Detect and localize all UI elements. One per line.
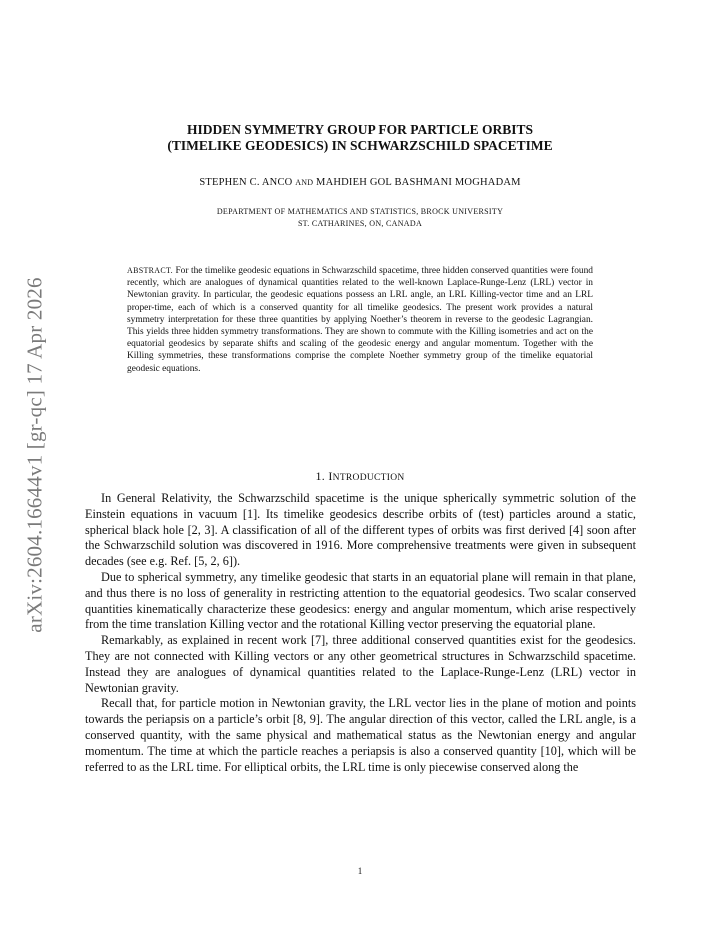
paper-title-line-1: HIDDEN SYMMETRY GROUP FOR PARTICLE ORBITS [187, 122, 533, 137]
author-list [100, 177, 620, 188]
affiliation-line-2: ST. CATHARINES, ON, CANADA [297, 219, 423, 228]
abstract [127, 265, 593, 375]
paragraph: Due to spherical symmetry, any timelike geodesic that starts in an equatorial plane will remain in that plane, and thus there is no loss of generality in restricting attention to the equatorial geodesics. Two scalar conserved quantities kinematically characterize these geodesics: energy and angular momentum, which arise respectively from the time translation Killing vector and the rotational Killing vector preserving the equatorial plane. [85, 569, 636, 632]
section-title-initial: I [328, 469, 333, 483]
paper-title-line-2: (TIMELIKE GEODESICS) IN SCHWARZSCHILD SPACETIME [167, 138, 553, 153]
section-title-rest: NTRODUCTION [332, 473, 405, 483]
affiliation [100, 206, 620, 230]
section-number: 1. [315, 469, 326, 483]
arxiv-identifier-text: arXiv:2604.16644v1 [gr-qc] 17 Apr 2026 [22, 277, 47, 633]
affiliation-line-1: DEPARTMENT OF MATHEMATICS AND STATISTICS, BROCK UNIVERSITY [216, 207, 504, 216]
body-text [85, 491, 636, 775]
paragraph: In General Relativity, the Schwarzschild spacetime is the unique spherically symmetric solution of the Einstein equations in vacuum [1]. Its timelike geodesics describe orbits of (test) particles around a static, spherical black hole [2, 3]. A classification of all of the different types of orbits was first derived [4] soon after the Schwarzschild solution was discovered in 1916. More comprehensive treatments were given in subsequent decades (see e.g. Ref. [5, 2, 6]). [85, 491, 636, 569]
section-title [328, 469, 404, 483]
author-conjunction: AND [295, 178, 314, 187]
paper-title [100, 122, 620, 154]
page-number: 1 [357, 866, 363, 876]
paragraph: Remarkably, as explained in recent work [7], three additional conserved quantities exist for the geodesics. They are not connected with Killing vectors or any other geometrical structures in Schwarzschild spacetime. Instead they are analogues of dynamical quantities related to the Laplace-Runge-Lenz (LRL) vector in Newtonian gravity. [85, 633, 636, 695]
section-heading [100, 469, 620, 484]
arxiv-identifier [22, 270, 48, 640]
author-2: MAHDIEH GOL BASHMANI MOGHADAM [316, 177, 521, 188]
abstract-text: For the timelike geodesic equations in Schwarzschild spacetime, three hidden conserved quantities were found recently, which are analogues of dynamical quantities related to the well-known Laplace-Runge-Lenz (LRL) vector in Newtonian gravity. In particular, the geodesic equations possess an LRL angle, an LRL Killing-vector time and an LRL proper-time, each of which is a conserved quantity for all timelike geodesics. The present work provides a natural symmetry interpretation for these three quantities by applying Noether’s theorem in reverse to the geodesic Lagrangian. This yields three hidden symmetry transformations. They are shown to commute with the Killing isometries and act on the equatorial geodesics by separate shifts and scaling of the geodesic energy and angular momentum. Together with the Killing symmetries, these transformations comprise the complete Noether symmetry group of the timelike equatorial geodesic equations. [127, 266, 593, 374]
abstract-label: ABSTRACT. [127, 266, 173, 275]
paragraph: Recall that, for particle motion in Newtonian gravity, the LRL vector lies in the plane of motion and points towards the periapsis on a particle’s orbit [8, 9]. The angular direction of this vector, called the LRL angle, is a conserved quantity, with the same physical and mathematical status as the Newtonian energy and angular momentum. The time at which the particle reaches a periapsis is also a conserved quantity [10], which will be referred to as the LRL time. For elliptical orbits, the LRL time is only piecewise conserved along the [85, 696, 636, 774]
author-1: STEPHEN C. ANCO [199, 177, 293, 188]
